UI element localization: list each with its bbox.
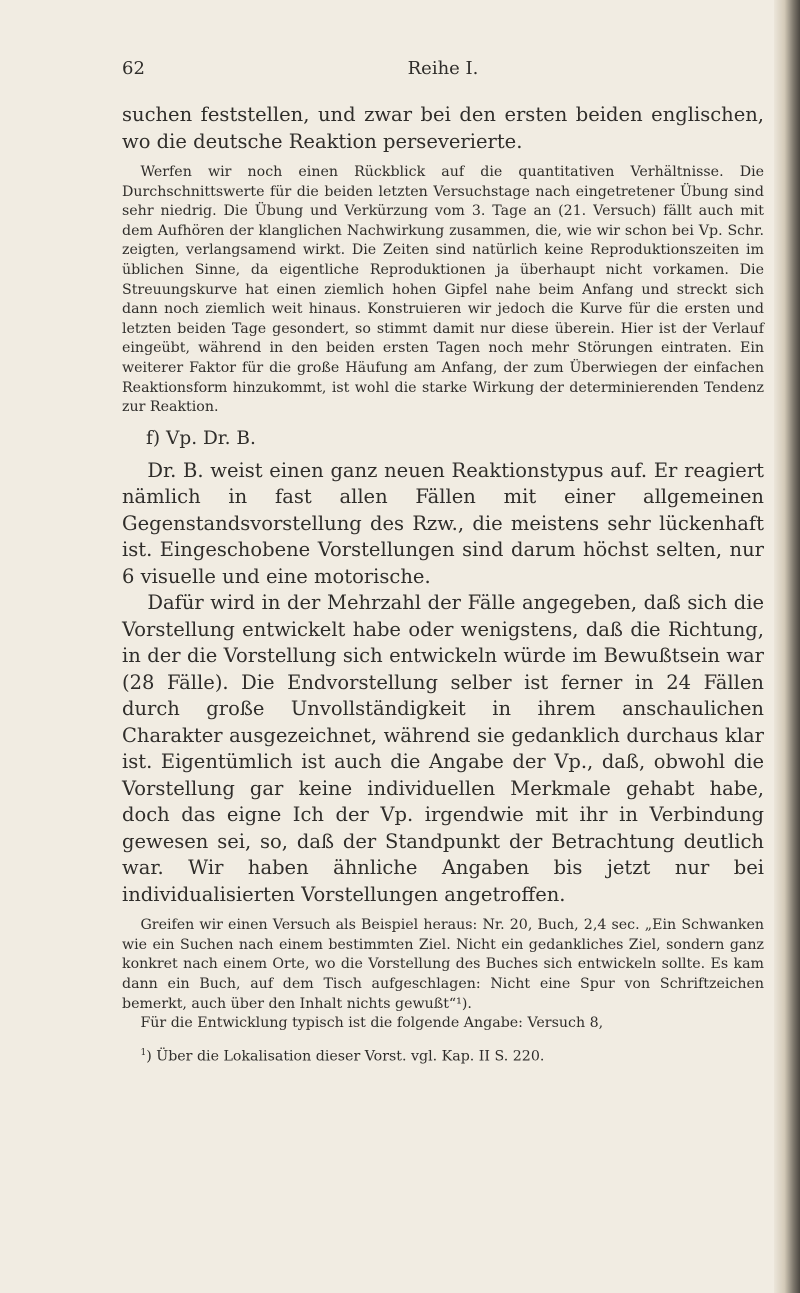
paragraph-quantitative: Werfen wir noch einen Rückblick auf die quantitativen Verhältnisse. Die Durchschnittswerte für die beiden letzten Versuchstage nach eingetretener Übung sind sehr niedrig. Die Übung und Verkürzung vom 3. Tage an (21. Versuch) fällt auch mit dem Aufhören der klanglichen Nachwirkung zusammen, die, wie wir schon bei Vp. Schr. zeigten, verlangsamend wirkt. Die Zeiten sind natürlich keine Reproduktionszeiten im üblichen Sinne, da eigentliche Reproduktionen ja überhaupt nicht vorkamen. Die Streuungskurve hat einen ziemlich hohen Gipfel nahe beim Anfang und streckt sich dann noch ziemlich weit hinaus. Konstruieren wir jedoch die Kurve für die ersten und letzten beiden Tage gesondert, so stimmt damit nur diese überein. Hier ist der Verlauf eingeübt, während in den beiden ersten Tagen noch mehr Störungen eintraten. Ein weiterer Faktor für die große Häufung am Anfang, der zum Überwiegen der einfachen Reaktionsform hinzukommt, ist wohl die starke Wirkung der determinierenden Tendenz zur Reaktion. — [122, 164, 764, 416]
book-page — [122, 58, 764, 1067]
footnote: $^1$) Über die Lokalisation dieser Vorst. vgl. Kap. II S. 220. — [140, 1047, 545, 1065]
paragraph-reaction-type: Dr. B. weist einen ganz neuen Reaktionstypus auf. Er reagiert nämlich in fast allen Fällen mit einer allgemeinen Gegenstandsvorstellung des Rzw., die meistens sehr lückenhaft ist. Eingeschobene Vorstellungen sind darum höchst selten, nur 6 visuelle und eine motorische. — [122, 458, 764, 588]
paragraph-majority: Dafür wird in der Mehrzahl der Fälle angegeben, daß sich die Vorstellung entwickelt habe oder wenigstens, daß die Richtung, in der die Vorstellung sich entwickeln würde im Bewußtsein war (28 Fälle). Die Endvorstellung selber ist ferner in 24 Fällen durch große Unvollständigkeit in ihrem anschaulichen Charakter ausgezeichnet, während sie gedanklich durchaus klar ist. Eigentümlich ist auch die Angabe der Vp., daß, obwohl die Vorstellung gar keine individuellen Merkmale gehabt habe, doch das eigne Ich der Vp. irgendwie mit ihr in Verbindung gewesen sei, so, daß der Standpunkt der Betrachtung deutlich war. Wir haben ähnliche Angaben bis jetzt nur bei individualisierten Vorstellungen angetroffen. — [122, 591, 764, 906]
page-number: 62 — [122, 58, 145, 79]
paragraph-development: Für die Entwicklung typisch ist die folgende Angabe: Versuch 8, — [140, 1015, 604, 1032]
section-heading: f) Vp. Dr. B. — [146, 427, 256, 449]
page-edge-shadow — [774, 0, 800, 1293]
paragraph-continuation: suchen feststellen, und zwar bei den ersten beiden englischen, wo die deutsche Reaktion perseverierte. — [122, 103, 764, 153]
footnote-mark: 1 — [140, 1047, 147, 1058]
running-title: Reihe I. — [407, 58, 479, 79]
running-head — [122, 58, 764, 82]
footnote-text: Über die Lokalisation dieser Vorst. vgl. Kap. II S. 220. — [156, 1048, 545, 1065]
paragraph-example: Greifen wir einen Versuch als Beispiel heraus: Nr. 20, Buch, 2,4 sec. „Ein Schwanken wie ein Suchen nach einem bestimmten Ziel. Nicht ein gedankliches Ziel, sondern ganz konkret nach einem Orte, wo die Vorstellung des Buches sich entwickeln sollte. Es kam dann ein Buch, auf dem Tisch aufgeschlagen: Nicht eine Spur von Schriftzeichen bemerkt, auch über den Inhalt nichts gewußt“¹). — [122, 917, 764, 1012]
